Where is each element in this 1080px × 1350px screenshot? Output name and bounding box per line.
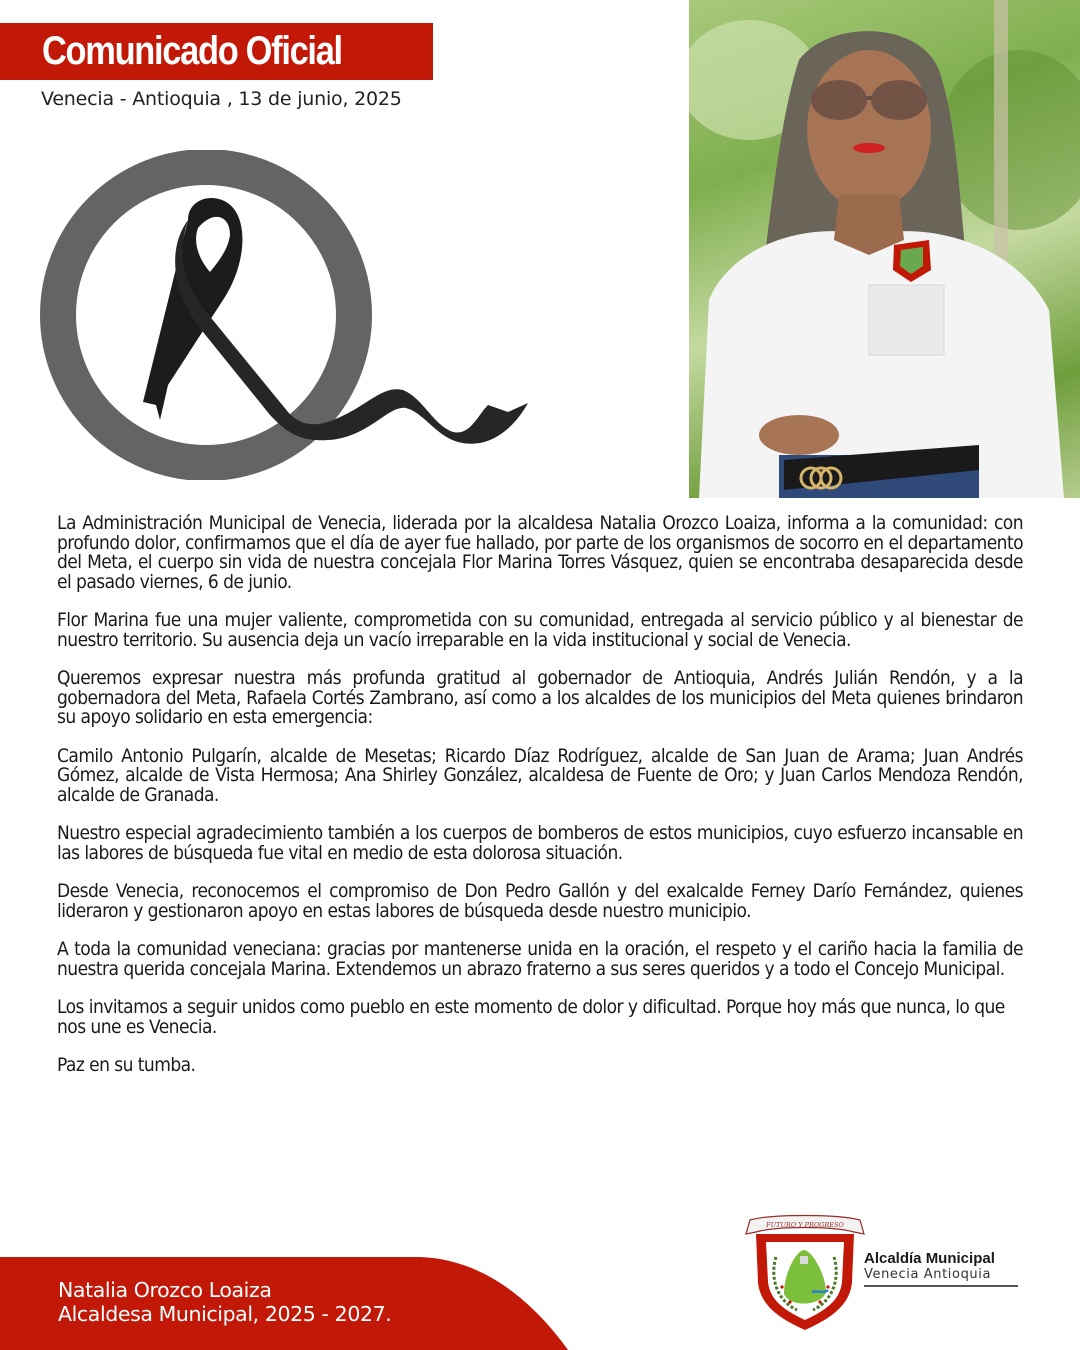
svg-text:FUTURO Y PROGRESO: FUTURO Y PROGRESO xyxy=(766,1221,844,1229)
paragraph-local-support: Desde Venecia, reconocemos el compromiso de Don Pedro Gallón y del exalcalde Ferney Darío Fernández, quienes lideraron y gestionaron apoyo en estas labores de búsqueda desde nuestro municipio. xyxy=(57,880,1023,922)
statement-body xyxy=(57,514,1023,1095)
logo-subtitle: Venecia Antioquia xyxy=(864,1267,992,1282)
signatory-role: Alcaldesa Municipal, 2025 - 2027. xyxy=(58,1302,392,1326)
logo-underline xyxy=(864,1285,1018,1287)
signature-block xyxy=(58,1278,391,1326)
paragraph-announcement: La Administración Municipal de Venecia, liderada por la alcaldesa Natalia Orozco Loaiza, informa a la comunidad: con profundo dolor, confirmamos que el día de ayer fue hallado, por parte de los organismos de socorro en el departamento del Meta, el cuerpo sin vida de nuestra concejala Flor Marina Torres Vásquez, quien se encontraba desaparecida desde el pasado viernes, 6 de junio. xyxy=(57,512,1023,593)
paragraph-mayors-list: Camilo Antonio Pulgarín, alcalde de Mesetas; Ricardo Díaz Rodríguez, alcalde de San Juan de Arama; Juan Andrés Gómez, alcalde de Vista Hermosa; Ana Shirley González, alcaldesa de Fuente de Oro; y Juan Carlos Mendoza Rendón, alcalde de Granada. xyxy=(57,744,1023,806)
paragraph-closing: Paz en su tumba. xyxy=(57,1054,196,1076)
paragraph-tribute: Flor Marina fue una mujer valiente, comprometida con su comunidad, entregada al servicio público y al bienestar de nuestro territorio. Su ausencia deja un vacío irreparable en la vida institucional y social de Venecia. xyxy=(57,609,1023,651)
page-title: Comunicado Oficial xyxy=(42,29,342,73)
municipal-crest-icon xyxy=(742,1212,866,1332)
mourning-ribbon-icon xyxy=(38,150,558,480)
municipal-logo xyxy=(742,1212,1032,1332)
dateline: Venecia - Antioquia , 13 de junio, 2025 xyxy=(41,88,402,110)
portrait-photo xyxy=(689,0,1080,498)
paragraph-invitation: Los invitamos a seguir unidos como pueblo en este momento de dolor y dificultad. Porque hoy más que nunca, lo que nos une es Venecia. xyxy=(57,996,1005,1038)
paragraph-gratitude-governors: Queremos expresar nuestra más profunda gratitud al gobernador de Antioquia, Andrés Julián Rendón, y a la gobernadora del Meta, Rafaela Cortés Zambrano, así como a los alcaldes de los municipios del Meta quienes brindaron su apoyo solidario en esta emergencia: xyxy=(57,667,1023,728)
signatory-name: Natalia Orozco Loaiza xyxy=(58,1278,272,1302)
logo-wordmark xyxy=(864,1250,1024,1287)
portrait-illustration xyxy=(689,0,1080,498)
paragraph-firefighters: Nuestro especial agradecimiento también a los cuerpos de bomberos de estos municipios, cuyo esfuerzo incansable en las labores de búsqueda fue vital en medio de esta dolorosa situación. xyxy=(57,822,1023,864)
paragraph-community-thanks: A toda la comunidad veneciana: gracias por mantenerse unida en la oración, el respeto y el cariño hacia la familia de nuestra querida concejala Marina. Extendemos un abrazo fraterno a sus seres queridos y a todo el Concejo Municipal. xyxy=(57,938,1023,980)
logo-title: Alcaldía Municipal xyxy=(864,1250,995,1267)
title-banner xyxy=(0,23,433,80)
